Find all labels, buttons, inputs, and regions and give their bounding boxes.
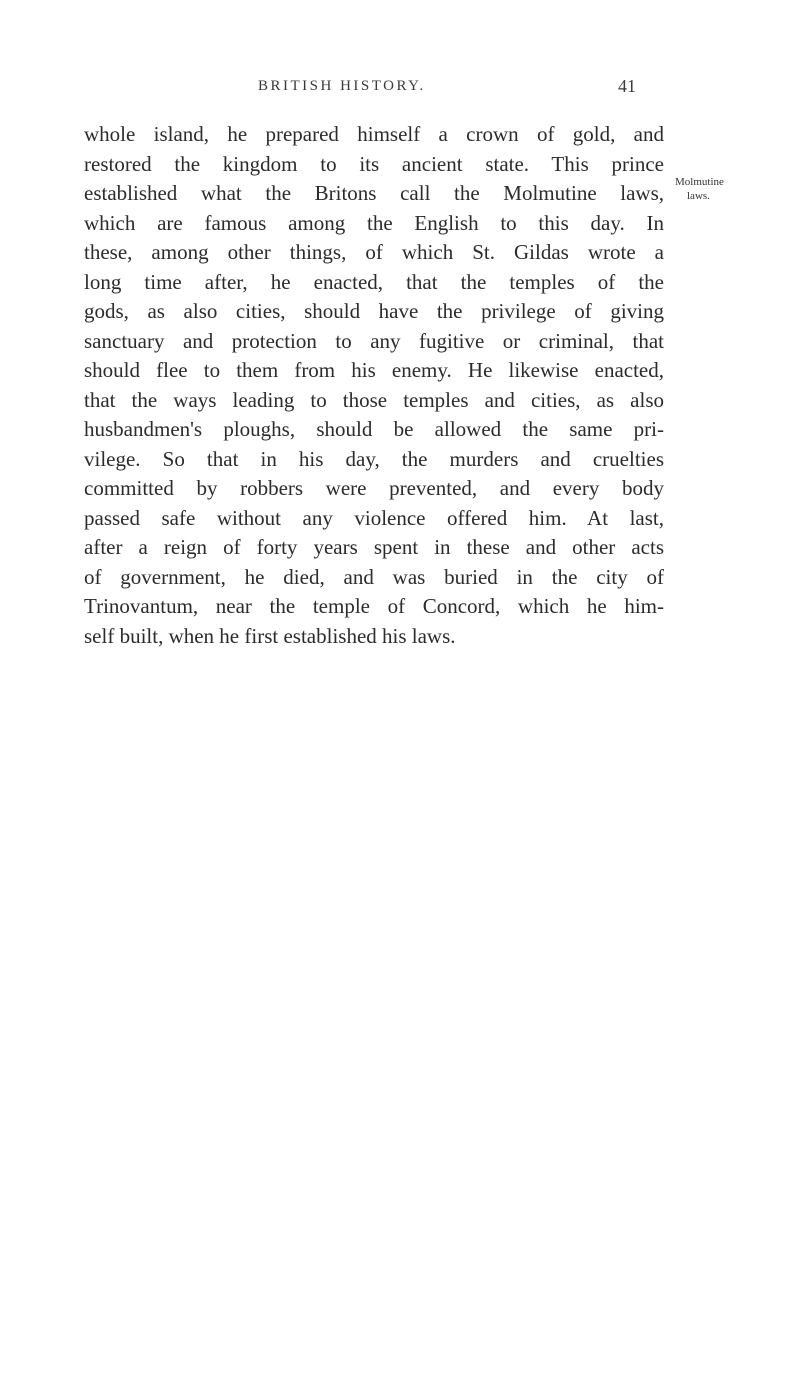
text-line: long time after, he enacted, that the temples of the [84,269,664,294]
marginal-note-line: Molmutine [675,176,724,188]
text-line: established what the Britons call the Molmutine laws, [84,181,664,205]
marginal-note-line: laws. [687,190,710,202]
text-line: passed safe without any violence offered him. At last, [84,505,664,530]
text-line: Trinovantum, near the temple of Concord, which he him- [84,594,664,618]
text-line: which are famous among the English to this day. In [84,210,664,235]
text-line: of government, he died, and was buried in the city of [84,564,664,589]
text-line: whole island, he prepared himself a crown of gold, and [84,122,664,146]
text-line: these, among other things, of which St. Gildas wrote a [84,240,664,264]
text-line: should flee to them from his enemy. He likewise enacted, [84,358,664,382]
text-line: restored the kingdom to its ancient state. This prince [84,151,664,176]
text-line: sanctuary and protection to any fugitive or criminal, that [84,328,664,353]
text-line: committed by robbers were prevented, and every body [84,476,664,500]
text-line: gods, as also cities, should have the privilege of giving [84,299,664,323]
page-number: 41 [618,76,636,96]
running-head [0,78,800,102]
text-line: that the ways leading to those temples and cities, as also [84,387,664,412]
marginal-note [675,175,795,203]
text-line: vilege. So that in his day, the murders and cruelties [84,446,664,471]
text-line: husbandmen's ploughs, should be allowed the same pri- [84,417,664,441]
text-line: self built, when he first established his laws. [84,623,456,648]
body-text [84,120,664,651]
running-title: BRITISH HISTORY. [258,78,426,94]
text-line: after a reign of forty years spent in these and other acts [84,535,664,559]
